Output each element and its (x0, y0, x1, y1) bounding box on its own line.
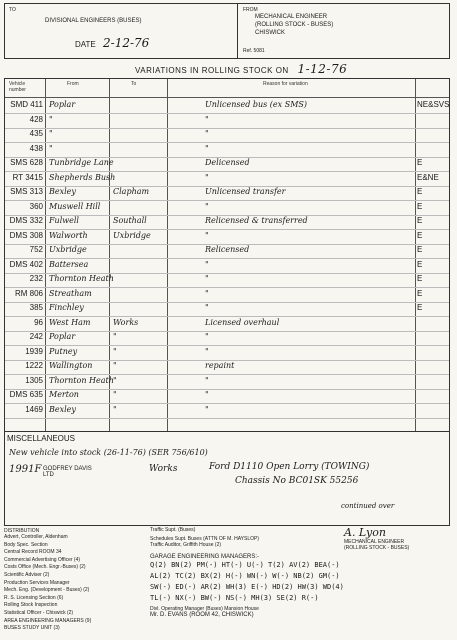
from-line-1: MECHANICAL ENGINEER (255, 14, 328, 20)
code-cell: E (417, 216, 423, 225)
vehicle-cell: 1222 (25, 361, 43, 370)
table-row (5, 346, 449, 360)
table-row (5, 360, 449, 374)
code-cell: E (417, 158, 423, 167)
title-text: VARIATIONS IN ROLLING STOCK ON (135, 66, 289, 75)
from-cell: Poplar (49, 332, 76, 341)
distribution-item: Advert, Controller, Aldenham (4, 534, 68, 540)
title-date: 1-12-76 (297, 62, 348, 76)
reason-cell: " (205, 332, 209, 341)
from-cell: Thornton Heath (49, 375, 114, 385)
row-rule (5, 418, 449, 419)
to-cell: " (113, 390, 117, 399)
garage-line: AL(2) TC(2) BX(2) H(-) WN(-) W(-) NB(2) GM(-) (150, 572, 340, 580)
vehicle-cell: 242 (29, 332, 43, 341)
vehicle-cell: SMD 411 (10, 100, 43, 109)
distribution-item: Scientific Adviser (2) (4, 571, 50, 578)
vehicle-cell: DMS 332 (9, 216, 43, 225)
date-label: DATE (75, 40, 96, 49)
vehicle-cell: 435 (29, 129, 43, 138)
reason-cell: " (205, 143, 209, 153)
table-row (5, 114, 449, 128)
reason-cell: " (205, 172, 209, 182)
misc-section (4, 430, 450, 526)
to-cell: Uxbridge (113, 230, 151, 240)
vehicle-cell: DMS 635 (9, 390, 43, 399)
footer (4, 525, 448, 638)
to-value: DIVISIONAL ENGINEERS (BUSES) (45, 18, 142, 24)
header-divider (237, 4, 238, 58)
traffic-list (150, 526, 320, 548)
misc-to: Works (149, 464, 178, 474)
ops-manager: Divl. Operating Manager (Buses) Mansion House (150, 606, 259, 612)
code-cell: E (417, 288, 423, 298)
distribution-list (4, 528, 144, 633)
reason-cell: " (205, 375, 209, 385)
traffic-line: Schedules Supt. Buses (ATTN OF M. HAYSLOP) (150, 536, 260, 542)
vehicle-cell: 96 (34, 317, 43, 327)
vehicle-cell: RT 3415 (12, 172, 43, 182)
from-cell: Fulwell (49, 216, 79, 225)
to-cell: " (113, 346, 117, 356)
distribution-item: Commercial Advertising Officer (4) (4, 556, 81, 563)
page-title (135, 62, 347, 76)
reason-cell: Delicensed (205, 158, 250, 167)
table-row (5, 230, 449, 244)
misc-heading: MISCELLANEOUS (7, 434, 76, 443)
from-cell: Thornton Heath (49, 274, 114, 283)
reason-cell: " (205, 303, 209, 312)
code-cell: E (417, 230, 423, 240)
table-row (5, 288, 449, 302)
table-row (5, 259, 449, 273)
misc-desc-1: Ford D1110 Open Lorry (TOWING) (209, 462, 370, 472)
from-cell: Putney (49, 346, 78, 356)
code-cell: NE&SVS (417, 100, 450, 109)
table-row (5, 273, 449, 287)
to-cell: " (113, 332, 117, 341)
reason-cell: " (205, 129, 209, 138)
continued-note: continued over (341, 502, 395, 510)
from-cell: Walworth (49, 230, 88, 240)
to-label: TO (9, 7, 16, 13)
table-row (5, 389, 449, 403)
distribution-item: Production Services Manager (4, 579, 70, 586)
misc-desc-2: Chassis No BC01SK 55256 (235, 476, 359, 486)
variations-table (4, 78, 450, 432)
distribution-item: Central Record ROOM 34 (4, 549, 62, 556)
vehicle-cell: SMS 628 (10, 158, 43, 167)
reason-cell: " (205, 114, 209, 124)
code-cell: E (417, 274, 423, 283)
reason-cell: " (205, 274, 209, 283)
to-cell: Clapham (113, 187, 150, 196)
reason-cell: " (205, 259, 209, 269)
header-box (4, 3, 450, 59)
table-row (5, 157, 449, 171)
garage-line: TL(-) NX(-) BW(-) NS(-) MH(3) SE(2) R(-) (150, 594, 319, 602)
vehicle-cell: 360 (29, 201, 43, 211)
garage-heading: GARAGE ENGINEERING MANAGERS:- (150, 554, 260, 560)
signature-block (344, 526, 444, 551)
table-row (5, 302, 449, 316)
reason-cell: " (205, 230, 209, 240)
garage-managers (150, 554, 446, 618)
to-cell: " (113, 361, 117, 370)
table-row (5, 244, 449, 258)
col-header-from: From (67, 81, 79, 87)
from-cell: Finchley (49, 303, 84, 312)
code-cell: E (417, 201, 423, 211)
reason-cell: " (205, 346, 209, 356)
distribution-item: Mech. Eng. (Development - Buses) (2) (4, 587, 90, 594)
table-row (5, 186, 449, 200)
from-cell: " (49, 114, 53, 124)
table-row (5, 201, 449, 215)
table-row (5, 331, 449, 345)
reason-cell: Unlicensed bus (ex SMS) (205, 100, 307, 109)
from-cell: Shepherds Bush (49, 172, 116, 182)
table-row (5, 404, 449, 418)
misc-vehicle: 1991F (9, 464, 42, 475)
traffic-line: Traffic Auditor, Griffith House (2) (150, 542, 222, 548)
vehicle-cell: RM 806 (14, 288, 43, 298)
from-cell: " (49, 143, 53, 153)
col-header-vehicle: Vehicle number (9, 81, 26, 93)
misc-owner: GODFREY DAVIS LTD (43, 466, 92, 478)
from-cell: Poplar (49, 100, 76, 109)
code-cell: E (417, 259, 423, 269)
reason-cell: " (205, 390, 209, 399)
traffic-line: Traffic Supt. (Buses) (150, 527, 196, 533)
vehicle-cell: 232 (29, 274, 43, 283)
vehicle-cell: 1939 (25, 346, 43, 356)
vehicle-cell: DMS 402 (9, 259, 43, 269)
date-value: 2-12-76 (103, 36, 150, 50)
table-row (5, 317, 449, 331)
code-cell: E&NE (417, 172, 439, 182)
table-row (5, 172, 449, 186)
reason-cell: Relicensed & transferred (205, 216, 308, 225)
code-cell: E (417, 303, 423, 312)
from-line-2: (ROLLING STOCK - BUSES) (255, 22, 334, 28)
vehicle-cell: 1305 (25, 375, 43, 385)
col-header-reason: Reason for variation (263, 81, 308, 87)
vehicle-cell: SMS 313 (10, 187, 43, 196)
vehicle-cell: 752 (29, 245, 43, 254)
distribution-item: Body Spec. Section (4, 541, 48, 548)
distribution-item: AREA ENGINEERING MANAGERS (9) (4, 617, 92, 624)
garage-line: SW(-) ED(-) AR(2) WH(3) E(-) HD(2) HW(3) WD(4) (150, 583, 344, 591)
header-rule (5, 97, 449, 98)
reason-cell: " (205, 201, 209, 211)
table-row (5, 143, 449, 157)
signature: A. Lyon (344, 526, 386, 539)
distribution-item: Statistical Officer - Chiswick (2) (4, 609, 74, 616)
table-row (5, 99, 449, 113)
distribution-item: Rolling Stock Inspection (4, 602, 58, 609)
distribution-heading: DISTRIBUTION (4, 528, 40, 534)
from-label: FROM (243, 7, 258, 13)
distribution-item: Costs Office (Mech. Engr.-Buses) (2) (4, 564, 86, 571)
reason-cell: Relicensed (205, 245, 250, 254)
reason-cell: repaint (205, 361, 235, 370)
from-cell: Streatham (49, 288, 92, 298)
table-row (5, 128, 449, 142)
table-row (5, 375, 449, 389)
to-cell: Works (113, 317, 139, 327)
misc-line-1: New vehicle into stock (26-11-76) (SER 756/610) (9, 448, 208, 457)
vehicle-cell: 428 (29, 114, 43, 124)
from-cell: West Ham (49, 317, 91, 327)
from-cell: Battersea (49, 259, 89, 269)
distribution-item: R. S. Licensing Section (6) (4, 594, 64, 601)
vehicle-cell: 1469 (25, 404, 43, 414)
from-cell: Merton (49, 390, 79, 399)
ref-label: Ref. 5081 (243, 48, 265, 54)
from-cell: Muswell Hill (49, 201, 101, 211)
from-cell: Bexley (49, 404, 76, 414)
from-cell: Tunbridge Lane (49, 158, 114, 167)
ops-manager-2: Mr. D. EVANS (ROOM 42, CHISWICK) (150, 612, 254, 618)
vehicle-cell: 385 (29, 303, 43, 312)
code-cell: E (417, 187, 423, 196)
reason-cell: " (205, 404, 209, 414)
signature-role-1: MECHANICAL ENGINEER (344, 539, 405, 545)
from-cell: Wallington (49, 361, 93, 370)
to-cell: " (113, 375, 117, 385)
to-cell: " (113, 404, 117, 414)
col-header-to: To (131, 81, 137, 87)
vehicle-cell: DMS 308 (9, 230, 43, 240)
code-cell: E (417, 245, 423, 254)
reason-cell: Unlicensed transfer (205, 187, 286, 196)
reason-cell: Licensed overhaul (205, 317, 280, 327)
garage-line: Q(2) BN(2) PM(-) HT(-) U(-) T(2) AV(2) BEA(-) (150, 561, 340, 569)
to-cell: Southall (113, 216, 147, 225)
from-cell: Bexley (49, 187, 76, 196)
distribution-item: BUSES STUDY UNIT (3) (4, 625, 60, 632)
from-cell: " (49, 129, 53, 138)
signature-role-2: (ROLLING STOCK - BUSES) (344, 545, 410, 551)
from-cell: Uxbridge (49, 245, 87, 254)
from-line-3: CHISWICK (255, 30, 285, 36)
vehicle-cell: 438 (29, 143, 43, 153)
reason-cell: " (205, 288, 209, 298)
table-row (5, 215, 449, 229)
